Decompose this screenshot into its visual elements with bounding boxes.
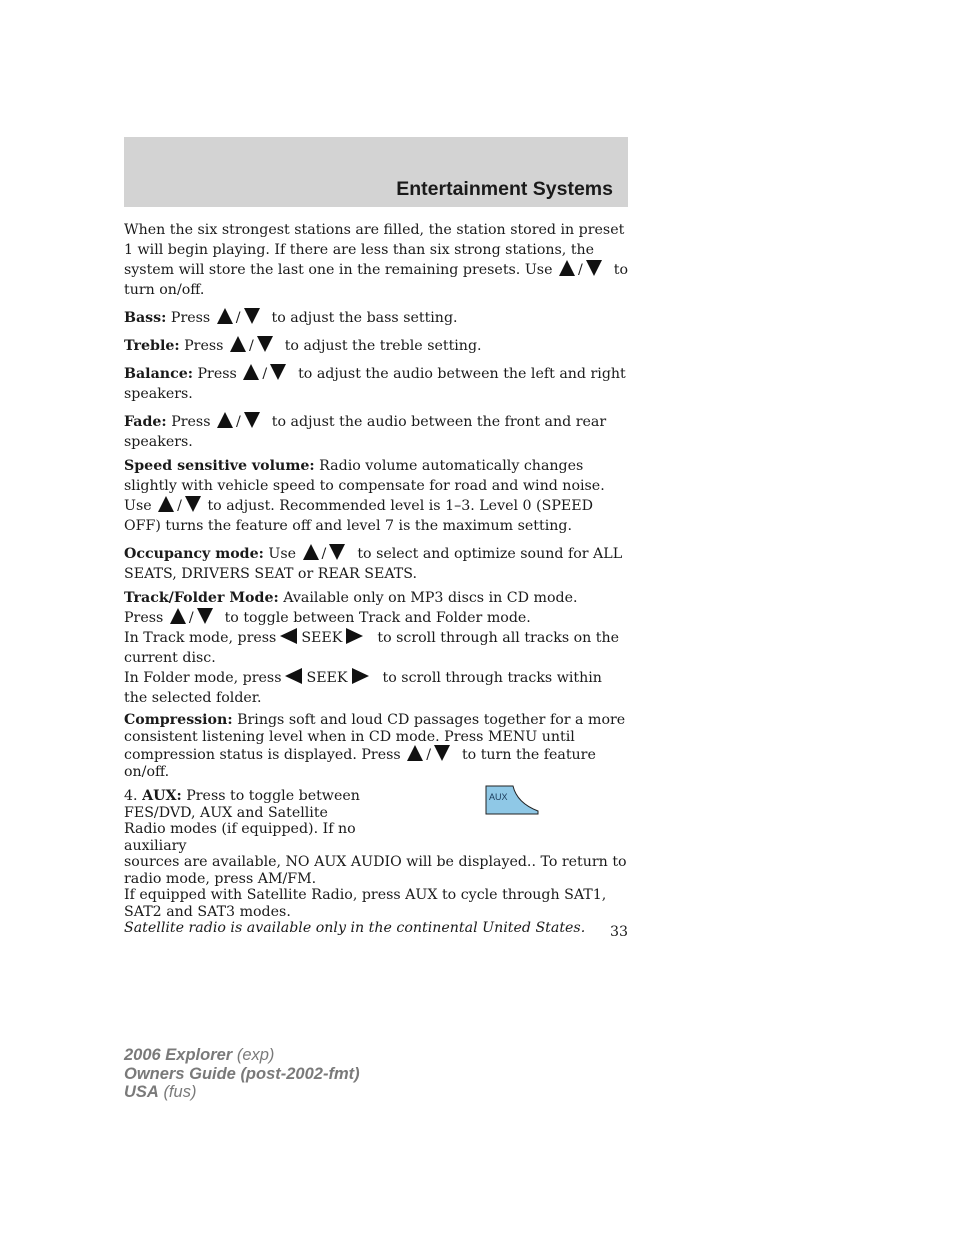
intro-text: When the six strongest stations are filled, the station stored in preset 1 will begin playing. If there are less than six strong stations, the system will store the last one in the remaining presets. Use [124,222,625,278]
seek-label: SEEK [301,630,343,646]
down-arrow-icon [185,496,201,512]
up-arrow-icon [217,412,233,428]
up-arrow-icon [217,308,233,324]
treble-text: to adjust the treble setting. [284,338,482,354]
fade-label: Fade: [124,414,167,430]
occupancy-label: Occupancy mode: [124,546,264,562]
track-folder-label: Track/Folder Mode: [124,590,279,606]
seek-label: SEEK [306,670,348,686]
folder-mode-text-end: to scroll through tracks within the selected folder. [124,670,602,706]
speed-volume-paragraph [124,456,628,536]
press-text: Press [170,310,211,326]
aux-text-continued: sources are available, NO AUX AUDIO will be displayed.. To return to radio mode, press AM/FM. [124,854,627,887]
intro-paragraph [124,220,628,300]
slash: / [177,498,182,514]
manual-body [124,220,628,937]
balance-paragraph [124,364,628,404]
slash: / [262,366,268,382]
occupancy-text: to select and optimize sound for ALL SEATS, DRIVERS SEAT or REAR SEATS. [124,546,623,582]
seek-right-icon [352,668,369,684]
folder-mode-text: In Folder mode, press [124,670,282,686]
slash: / [188,610,194,626]
down-arrow-icon [586,260,602,276]
bass-label: Bass: [124,310,167,326]
compression-text-end: to turn the feature on/off. [124,747,596,780]
down-arrow-icon [434,745,450,761]
compression-paragraph [124,712,628,780]
down-arrow-icon [329,544,345,560]
footer-line-2 [124,1065,360,1084]
up-arrow-icon [158,496,174,512]
footer-line-1 [124,1046,360,1065]
slash: / [577,262,583,278]
up-arrow-icon [243,364,259,380]
slash: / [426,747,431,763]
bass-paragraph [124,308,628,328]
footer-line-3 [124,1083,360,1102]
aux-section [124,788,628,937]
track-folder-toggle [124,608,628,628]
footer-market-code: (fus) [163,1083,197,1101]
aux-label: AUX: [142,788,182,804]
seek-left-icon [280,628,297,644]
section-header [124,137,628,207]
item-number: 4. [124,788,138,804]
intro-text-end: to turn on/off. [124,262,629,298]
bass-text: to adjust the bass setting. [271,310,458,326]
speed-volume-label: Speed sensitive volume: [124,458,315,474]
fade-paragraph [124,412,628,452]
track-mode-text: In Track mode, press [124,630,277,646]
down-arrow-icon [244,412,260,428]
track-mode-text-end: to scroll through all tracks on the current disc. [124,630,620,666]
aux-button-icon [485,785,539,815]
down-arrow-icon [270,364,286,380]
document-footer [124,1046,360,1102]
slash: / [321,546,327,562]
balance-label: Balance: [124,366,193,382]
seek-right-icon [346,628,363,644]
track-mode-paragraph [124,628,628,668]
toggle-text: to toggle between Track and Folder mode. [224,610,531,626]
use-text: Use [268,546,297,562]
track-folder-text: Available only on MP3 discs in CD mode. [283,590,578,606]
compression-label: Compression: [124,712,233,728]
aux-text: Press to toggle between FES/DVD, AUX and Satellite Radio modes (if equipped). If no auxiliary [124,788,360,854]
aux-button-label: AUX [489,792,508,802]
balance-text: to adjust the audio between the left and right speakers. [124,366,626,402]
footer-model: 2006 Explorer [124,1046,233,1064]
page-number: 33 [609,924,628,940]
seek-left-icon [285,668,302,684]
footer-guide: Owners Guide (post-2002-fmt) [124,1064,360,1083]
compression-text: Brings soft and loud CD passages together for a more consistent listening level when in CD mode. Press MENU until compression status is displayed. Press [124,712,626,763]
folder-mode-paragraph [124,668,628,708]
treble-label: Treble: [124,338,180,354]
section-title: Entertainment Systems [396,178,613,200]
up-arrow-icon [170,608,186,624]
fade-text: to adjust the audio between the front and rear speakers. [124,414,607,450]
speed-volume-text: Radio volume automatically changes slightly with vehicle speed to compensate for road and wind noise. Use [124,458,605,514]
press-text: Press [197,366,237,382]
satellite-note: Satellite radio is available only in the continental United States. [124,920,586,936]
up-arrow-icon [230,336,246,352]
up-arrow-icon [407,745,423,761]
footer-market: USA [124,1083,159,1101]
press-text: Press [124,610,164,626]
down-arrow-icon [244,308,260,324]
speed-volume-text-end: to adjust. Recommended level is 1–3. Level 0 (SPEED OFF) turns the feature off and level 7 is the maximum setting. [124,498,593,534]
slash: / [248,338,254,354]
aux-satellite-text: If equipped with Satellite Radio, press AUX to cycle through SAT1, SAT2 and SAT3 modes. [124,887,607,920]
down-arrow-icon [197,608,213,624]
footer-model-code: (exp) [236,1046,275,1064]
occupancy-paragraph [124,544,628,584]
down-arrow-icon [257,336,273,352]
aux-intro [124,788,374,854]
slash: / [235,310,241,326]
slash: / [236,414,241,430]
press-text: Press [171,414,211,430]
press-text: Press [184,338,224,354]
up-arrow-icon [303,544,319,560]
track-folder-paragraph [124,588,628,608]
up-arrow-icon [559,260,575,276]
treble-paragraph [124,336,628,356]
